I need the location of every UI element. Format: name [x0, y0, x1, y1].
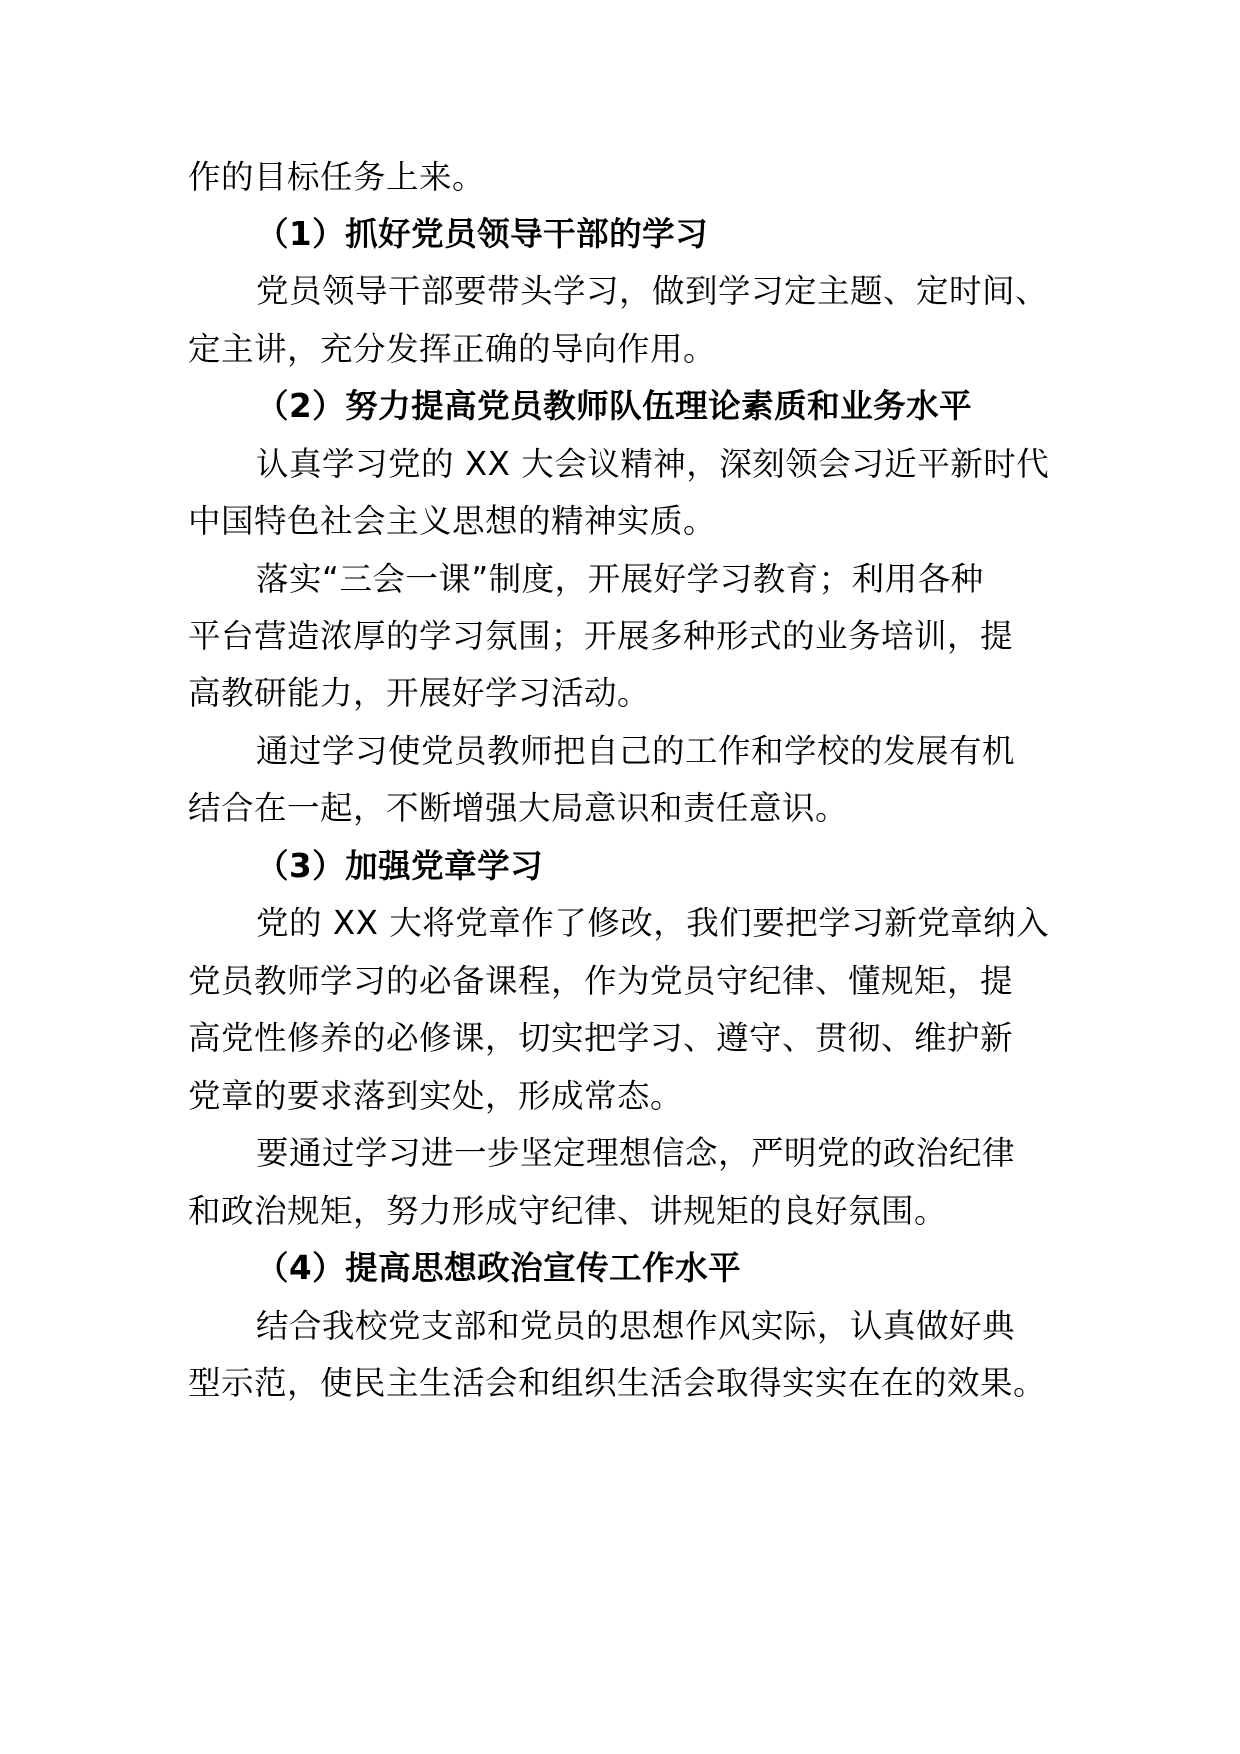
- paragraph-line: 通过学习使党员教师把自己的工作和学校的发展有机: [256, 732, 1016, 770]
- paragraph-line: 和政治规矩，努力形成守纪律、讲规矩的良好氛围。: [188, 1192, 948, 1230]
- paragraph-line: 认真学习党的 XX 大会议精神，深刻领会习近平新时代: [256, 445, 1050, 483]
- paragraph-line: 党的 XX 大将党章作了修改，我们要把学习新党章纳入: [256, 904, 1050, 942]
- paragraph-line: 结合我校党支部和党员的思想作风实际，认真做好典: [256, 1307, 1016, 1345]
- paragraph-line: 平台营造浓厚的学习氛围；开展多种形式的业务培训，提: [188, 617, 1014, 655]
- paragraph-line: 定主讲，充分发挥正确的导向作用。: [188, 330, 717, 368]
- paragraph-line: 结合在一起，不断增强大局意识和责任意识。: [188, 789, 849, 827]
- paragraph-line: 党员领导干部要带头学习，做到学习定主题、定时间、: [256, 272, 1049, 310]
- section-heading-1: （1）抓好党员领导干部的学习: [256, 215, 709, 253]
- section-heading-2: （2）努力提高党员教师队伍理论素质和业务水平: [256, 387, 973, 425]
- paragraph-line: 作的目标任务上来。: [188, 158, 486, 196]
- paragraph-line: 高教研能力，开展好学习活动。: [188, 674, 651, 712]
- section-heading-4: （4）提高思想政治宣传工作水平: [256, 1249, 742, 1287]
- paragraph-line: 要通过学习进一步坚定理想信念，严明党的政治纪律: [256, 1134, 1016, 1172]
- paragraph-line: 党员教师学习的必备课程，作为党员守纪律、懂规矩，提: [188, 962, 1014, 1000]
- paragraph-line: 党章的要求落到实处，形成常态。: [188, 1077, 684, 1115]
- paragraph-line: 型示范，使民主生活会和组织生活会取得实实在在的效果。: [188, 1364, 1047, 1402]
- paragraph-line: 落实“三会一课”制度，开展好学习教育；利用各种: [256, 560, 984, 598]
- section-heading-3: （3）加强党章学习: [256, 847, 544, 885]
- paragraph-line: 中国特色社会主义思想的精神实质。: [188, 502, 717, 540]
- paragraph-line: 高党性修养的必修课，切实把学习、遵守、贯彻、维护新: [188, 1019, 1014, 1057]
